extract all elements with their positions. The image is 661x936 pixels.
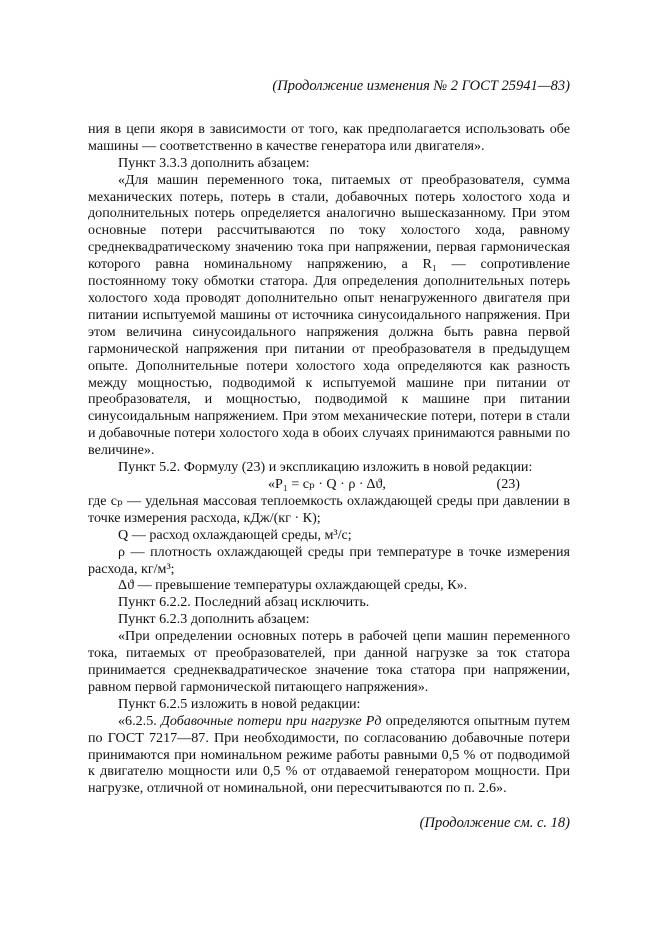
- clause-body: определяются опытным путем по ГОСТ 7217—87. При необходимости, по согласованию добавочные потери принимаются при номинальном режиме работы равными 0,5 % от подводимой к двигателю мощности или 0,5 % от отдаваемой генератором мощности. При нагрузке, отличной от номинальной, они пересчитываются по п. 2.6».: [88, 712, 571, 797]
- explanation-delta-theta: Δϑ — превышение температуры охлаждающей среды, К».: [118, 577, 468, 594]
- formula-23: [88, 476, 570, 493]
- formula-number: (23): [496, 475, 520, 492]
- paragraph-continuation: ния в цепи якоря в зависимости от того, как предполагается использовать обе машины — соответственно в качестве генератора или двигателя».: [88, 120, 570, 154]
- paragraph-item-6-2-3: Пункт 6.2.3 дополнить абзацем:: [118, 611, 310, 628]
- document-page: [88, 78, 570, 832]
- explanation-q: Q — расход охлаждающей среды, м³/с;: [118, 526, 352, 543]
- page-footer: (Продолжение см. с. 18): [419, 815, 570, 832]
- clause-number: «6.2.5.: [118, 712, 161, 729]
- paragraph-6-2-5-text: [88, 713, 570, 798]
- paragraph-stator-current: «При определении основных потерь в рабочей цепи машин переменного тока, питаемых от преобразователей, при данной нагрузке за ток статора принимается среднеквадратическое значение тока статора при напряжении, равном первой гармонической питающего напряжения».: [88, 628, 570, 695]
- clause-title: Добавочные потери при нагрузке Pд: [160, 712, 382, 729]
- formula-expression: «P₁ = cₚ · Q · ρ · Δϑ,: [268, 475, 386, 492]
- explanation-cp: где cₚ — удельная массовая теплоемкость охлаждающей среды при давлении в точке измерения расхода, кДж/(кг · К);: [88, 492, 570, 526]
- explanation-rho: ρ — плотность охлаждающей среды при температуре в точке измерения расхода, кг/м³;: [88, 543, 570, 577]
- paragraph-ac-machines-losses: «Для машин переменного тока, питаемых от преобразователя, сумма механических потерь, потерь в стали, добавочных потерь холостого хода и дополнительных потерь определяется аналогично вышесказанному. При этом основные потери рассчитываются по току холостого хода, равному среднеквадратическому значению тока при напряжении, первая гармоническая которого равна номинальному напряжению, а R₁ — сопротивление постоянному току обмотки статора. Для определения дополнительных потерь холостого хода проводят дополнительно опыт ненагруженного двигателя при питании испытуемой машины от источника синусоидального напряжения. При этом величина синусоидального напряжения должна быть равна первой гармонической напряжения при питании от преобразователя в предыдущем опыте. Дополнительные потери холостого хода определяются как разность между мощностью, подводимой к испытуемой машине при питании от преобразователя, и мощностью, подводимой к машине при питании синусоидальным напряжением. При этом механические потери, потери в стали и добавочные потери холостого хода в обоих случаях принимаются равными по величине».: [88, 171, 570, 459]
- page-header: (Продолжение изменения № 2 ГОСТ 25941—83): [272, 78, 570, 94]
- paragraph-item-3-3-3: Пункт 3.3.3 дополнить абзацем:: [118, 154, 310, 171]
- paragraph-item-6-2-5: Пункт 6.2.5 изложить в новой редакции:: [118, 695, 361, 712]
- paragraph-item-5-2: Пункт 5.2. Формулу (23) и экспликацию изложить в новой редакции:: [118, 459, 533, 476]
- paragraph-item-6-2-2: Пункт 6.2.2. Последний абзац исключить.: [118, 594, 370, 611]
